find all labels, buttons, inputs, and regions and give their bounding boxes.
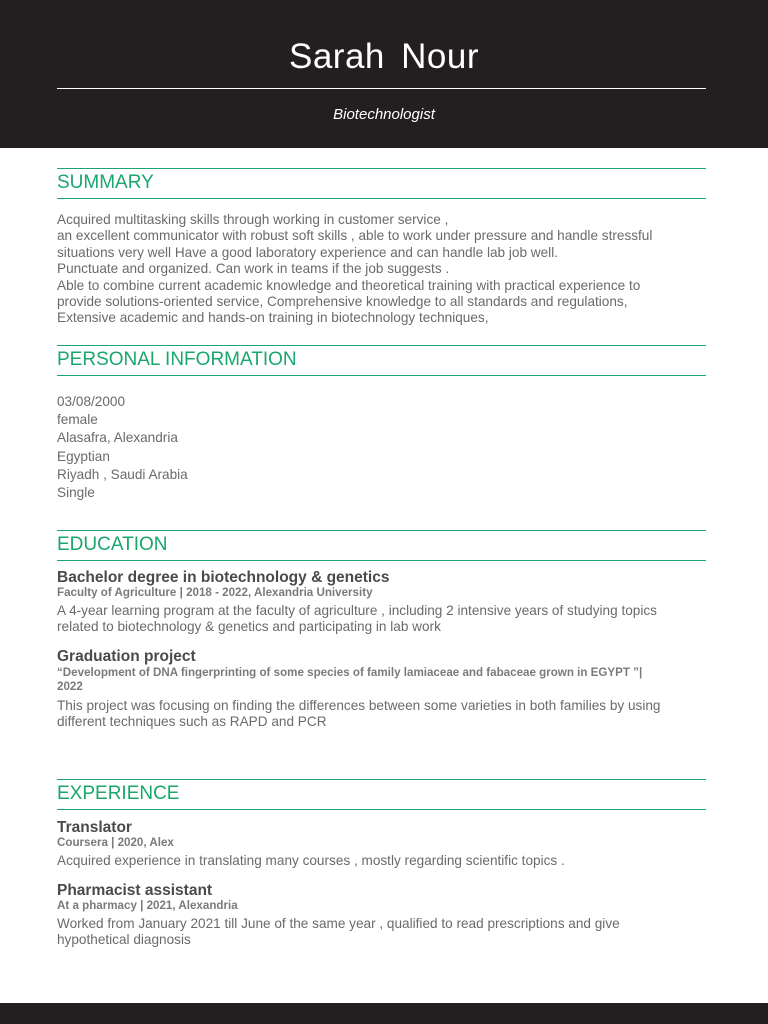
- experience-entry-description: [57, 853, 707, 869]
- resume-header: [0, 0, 768, 148]
- summary-line: Able to combine current academic knowledge and theoretical training with practical experience to: [57, 277, 641, 293]
- education-entry-meta: [57, 586, 707, 600]
- summary-line: provide solutions-oriented service, Comprehensive knowledge to all standards and regulations,: [57, 294, 628, 310]
- summary-line: an excellent communicator with robust soft skills , able to work under pressure and handle stressful: [57, 228, 653, 244]
- education-entry-title: Bachelor degree in biotechnology & genetics: [57, 569, 390, 586]
- description-line: This project was focusing on finding the differences between some varieties in both families by using: [57, 698, 661, 713]
- experience-entry-title: Pharmacist assistant: [57, 882, 213, 899]
- gender: female: [57, 412, 98, 428]
- description-line: A 4-year learning program at the faculty of agriculture , including 2 intensive years of studying topics: [57, 603, 657, 618]
- header-divider: [57, 88, 706, 89]
- meta-line: Faculty of Agriculture | 2018 - 2022, Alexandria University: [57, 586, 373, 599]
- education-heading-text: EDUCATION: [57, 534, 168, 555]
- personal-section-heading: [57, 345, 706, 376]
- birth-date: 03/08/2000: [57, 394, 126, 409]
- marital-status: Single: [57, 484, 95, 500]
- person-name: Sarah Nour: [289, 37, 479, 76]
- nationality: Egyptian: [57, 448, 110, 464]
- education-entry-description: [57, 698, 707, 731]
- education-entry-description: [57, 603, 707, 636]
- education-entry-meta: [57, 666, 707, 694]
- description-line: Worked from January 2021 till June of the same year , qualified to read prescriptions and give: [57, 916, 620, 931]
- personal-heading-text: PERSONAL INFORMATION: [57, 349, 297, 370]
- summary-line: Acquired multitasking skills through working in customer service ,: [57, 212, 449, 227]
- experience-heading-text: EXPERIENCE: [57, 783, 180, 804]
- resume-footer-bar: [0, 1003, 768, 1024]
- summary-line: situations very well Have a good laboratory experience and can handle lab job well.: [57, 244, 559, 260]
- description-line: hypothetical diagnosis: [57, 932, 191, 948]
- summary-section-heading: [57, 168, 706, 199]
- meta-line: At a pharmacy | 2021, Alexandria: [57, 899, 238, 912]
- summary-line: Punctuate and organized. Can work in teams if the job suggests .: [57, 261, 450, 277]
- experience-section-heading: [57, 779, 706, 810]
- education-entry-title: Graduation project: [57, 648, 196, 665]
- job-title: Biotechnologist: [333, 106, 435, 123]
- meta-line: “Development of DNA fingerprinting of some species of family lamiaceae and fabaceae grown in EGYPT ”|: [57, 666, 643, 679]
- summary-heading-text: SUMMARY: [57, 172, 154, 193]
- address: Alasafra, Alexandria: [57, 430, 178, 446]
- personal-info-list: [57, 393, 457, 502]
- current-location: Riyadh , Saudi Arabia: [57, 466, 188, 482]
- experience-entry-description: [57, 916, 707, 949]
- meta-line: 2022: [57, 680, 83, 693]
- experience-entry-meta: [57, 899, 707, 913]
- experience-entry-meta: [57, 836, 707, 850]
- meta-line: Coursera | 2020, Alex: [57, 836, 174, 849]
- description-line: related to biotechnology & genetics and participating in lab work: [57, 619, 441, 635]
- summary-text: [57, 212, 707, 327]
- description-line: Acquired experience in translating many courses , mostly regarding scientific topics .: [57, 853, 565, 868]
- description-line: different techniques such as RAPD and PCR: [57, 714, 327, 730]
- experience-entry-title: Translator: [57, 819, 132, 836]
- education-section-heading: [57, 530, 706, 561]
- summary-line: Extensive academic and hands-on training in biotechnology techniques,: [57, 310, 489, 326]
